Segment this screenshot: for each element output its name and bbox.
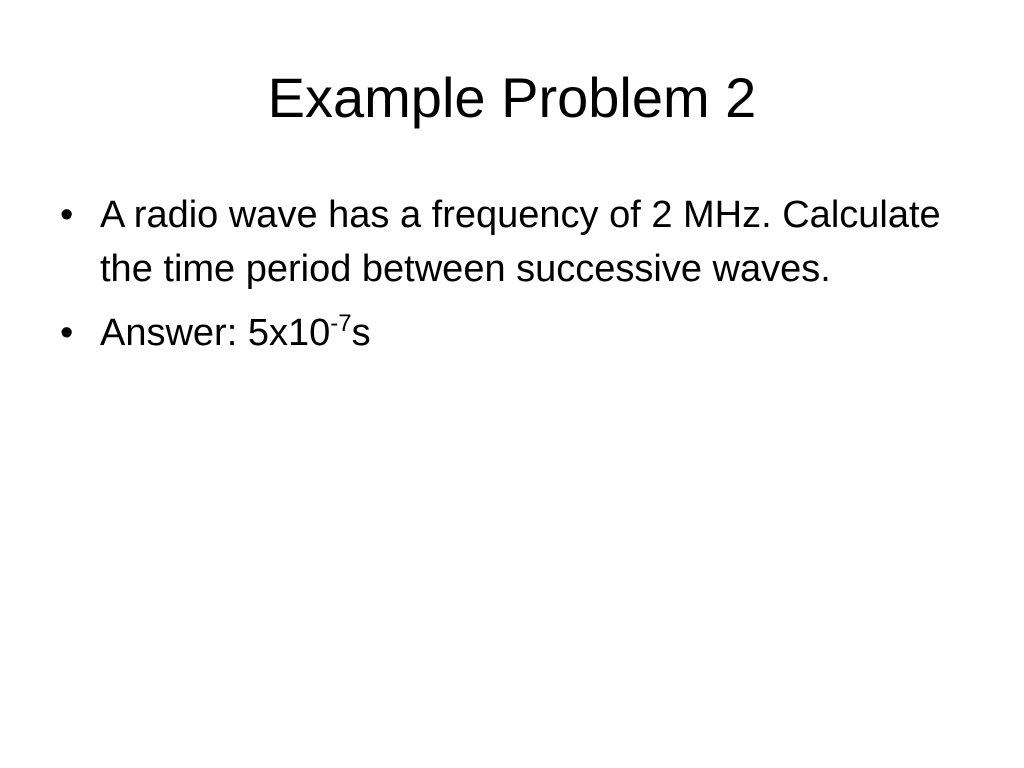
slide-title: Example Problem 2	[267, 66, 757, 129]
bullet-item-problem	[58, 188, 958, 296]
bullet-item-answer	[58, 306, 958, 360]
bullet-icon: •	[60, 312, 74, 354]
answer-prefix: Answer: 5x10	[100, 312, 331, 354]
bullet-icon: •	[60, 194, 74, 236]
bullet-list	[58, 188, 958, 370]
problem-text: A radio wave has a frequency of 2 MHz. Calculate the time period between successive waves.	[100, 194, 941, 290]
answer-exponent: -7	[330, 310, 352, 337]
answer-unit: s	[351, 312, 371, 354]
